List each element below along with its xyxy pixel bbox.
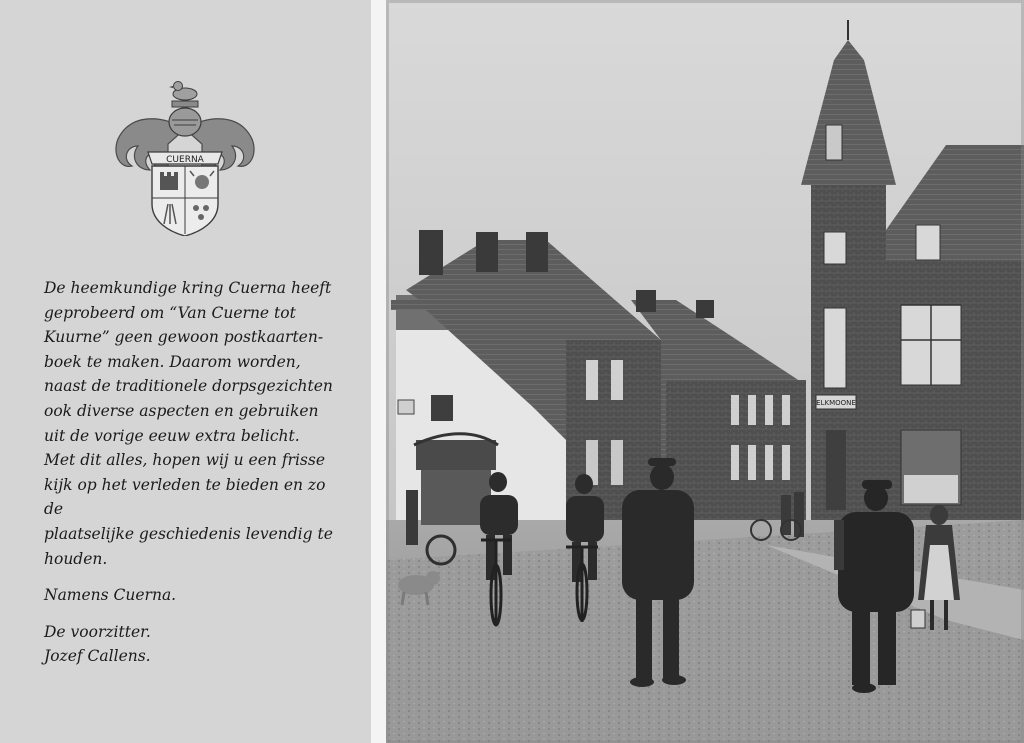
signature-name: Jozef Callens. <box>44 647 151 666</box>
intro-line: Met dit alles, hopen wij u een frisse <box>44 451 325 470</box>
crest-banner-text: CUERNA <box>166 155 204 165</box>
coat-of-arms-icon <box>110 74 260 236</box>
intro-line: ook diverse aspecten en gebruiken <box>44 401 319 420</box>
intro-line: Kuurne” geen gewoon postkaarten- <box>44 328 324 347</box>
intro-line: De heemkundige kring Cuerna heeft <box>44 279 332 297</box>
left-page <box>0 0 371 743</box>
intro-line: boek te maken. Daarom worden, <box>44 352 301 371</box>
intro-line: houden. <box>44 549 108 568</box>
shop-sign-text: ELKMOONE <box>816 399 856 407</box>
intro-line: uit de vorige eeuw extra belicht. <box>44 426 300 445</box>
intro-line: naast de traditionele dorpsgezichten <box>44 377 333 396</box>
intro-line: geprobeerd om “Van Cuerne tot <box>44 303 296 322</box>
closing-line: Namens Cuerna. <box>44 586 177 605</box>
intro-text <box>44 276 344 669</box>
signature-role: De voorzitter. <box>44 622 151 641</box>
intro-line: kijk op het verleden te bieden en zo de <box>44 475 326 519</box>
intro-line: plaatselijke geschiedenis levendig te <box>44 524 333 543</box>
historic-street-photo-icon <box>386 0 1024 743</box>
page-gutter <box>371 0 386 743</box>
